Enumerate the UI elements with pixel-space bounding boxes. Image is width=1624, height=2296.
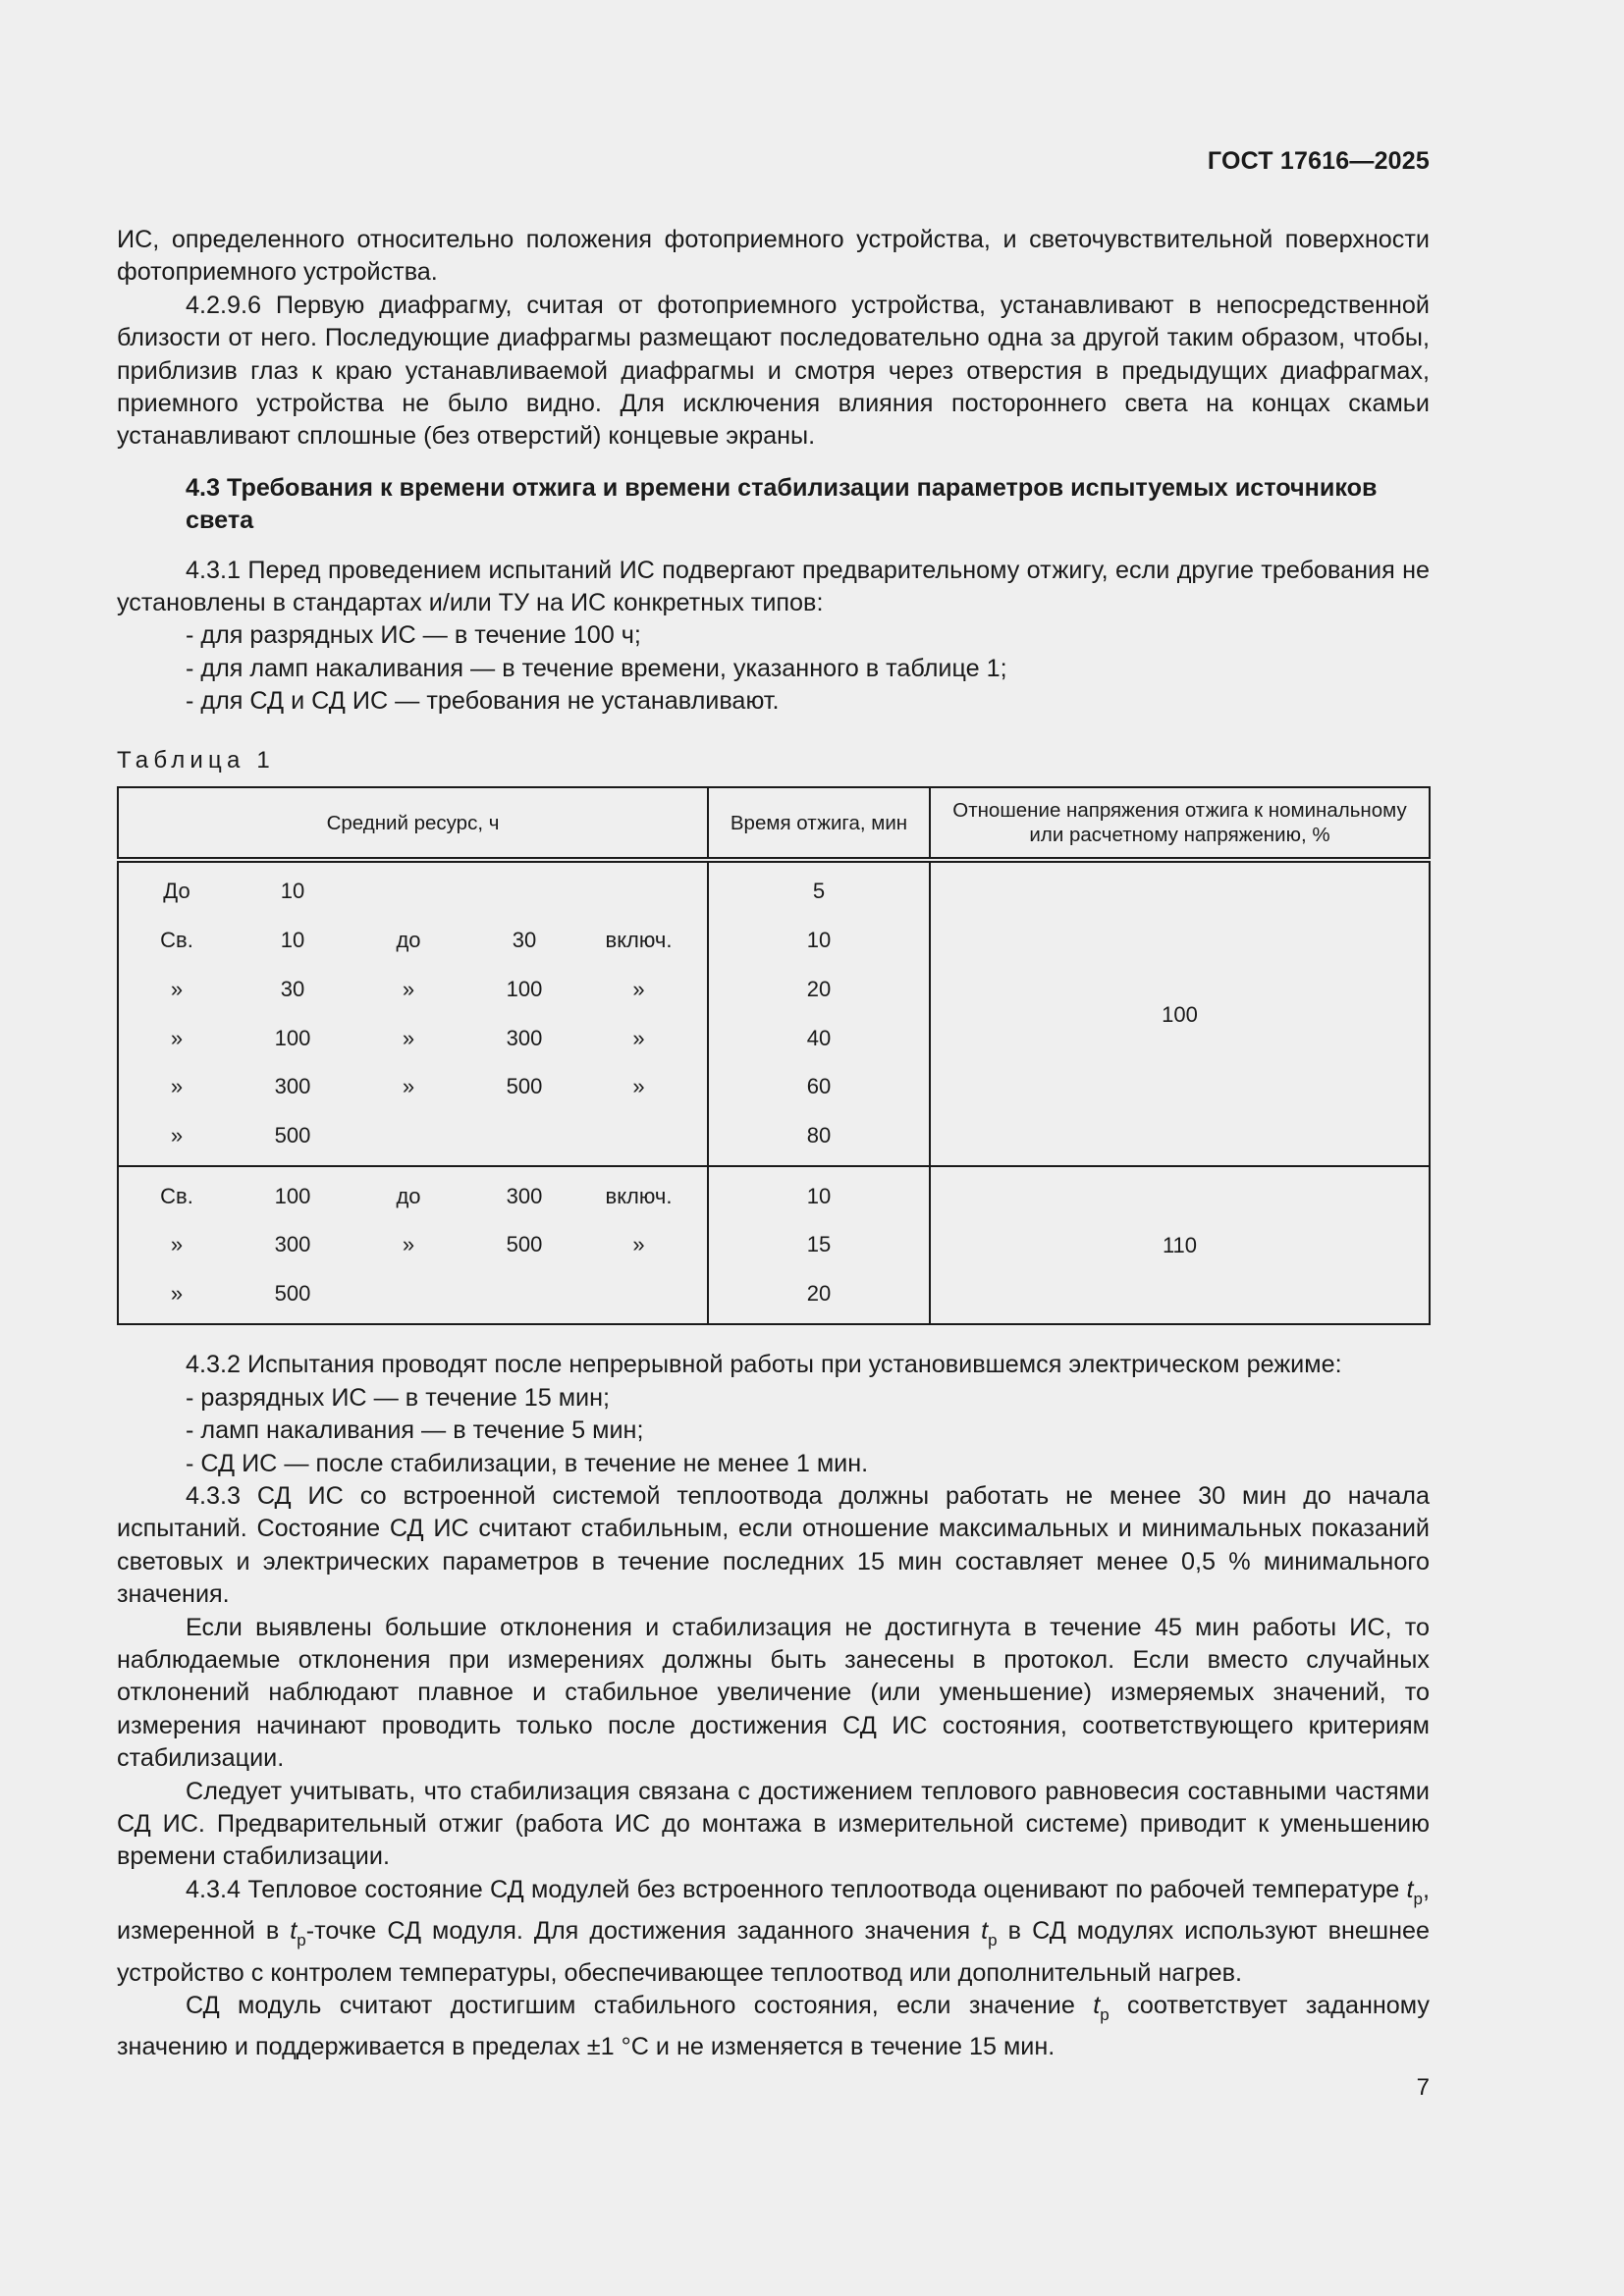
cell-val: 300: [506, 1183, 543, 1208]
paragraph-4-3-4: 4.3.4 Тепловое состояние СД модулей без встроенного теплоотвода оценивают по рабочей температуре $t_р$, измеренной в $t_р$-точке СД модуля. Для достижения заданного значения $t_р$ в СД модулях используют внешнее устройство с контролем температуры, обеспечивающее теплоотвод или дополнительный нагрев.: [117, 1875, 1431, 1987]
document-id: ГОСТ 17616—2025: [1207, 147, 1430, 175]
cell-pre: »: [170, 1232, 184, 1257]
cell-pre: »: [170, 1280, 184, 1306]
paragraph-4-3-1: 4.3.1 Перед проведением испытаний ИС подвергают предварительному отжигу, если другие требования не установлены в стандартах и/или ТУ на ИС конкретных типов:: [117, 556, 1430, 617]
cell-post: »: [632, 976, 645, 1001]
cell-post: »: [632, 1074, 645, 1099]
paragraph: ИС, определенного относительно положения фотоприемного устройства, и светочувствительной поверхности фотоприемного устройства.: [117, 226, 1430, 287]
cell-to: »: [402, 1232, 415, 1257]
table-row: [119, 1220, 707, 1269]
table-row: [119, 867, 707, 916]
cell-val: 500: [506, 1232, 543, 1257]
cell-pre: »: [170, 1025, 184, 1050]
list-item: - для СД и СД ИС — требования не устанавливают.: [186, 687, 780, 716]
cell-pre: Св.: [160, 928, 193, 953]
table-caption: Таблица 1: [117, 746, 275, 774]
cell-post: »: [632, 1025, 645, 1050]
cell-from: 10: [280, 879, 305, 904]
table-row: [119, 1111, 707, 1160]
time-cell: 10: [806, 1183, 832, 1208]
table-row: [119, 916, 707, 965]
cell-to: до: [396, 1183, 421, 1208]
list-item: - ламп накаливания — в течение 5 мин;: [186, 1416, 644, 1445]
table-row: [119, 1269, 707, 1318]
time-cell: 20: [806, 1280, 832, 1306]
paragraph: Следует учитывать, что стабилизация связана с достижением теплового равновесия составными частями СД ИС. Предварительный отжиг (работа ИС до монтажа в измерительной системе) приводит к уменьшению времени стабилизации.: [117, 1777, 1430, 1871]
cell-val: 300: [506, 1025, 543, 1050]
paragraph: СД модуль считают достигшим стабильного состояния, если значение $t_р$ соответствует заданному значению и поддерживается в пределах ±1 °С и не изменяется в течение 15 мин.: [117, 1992, 1430, 2061]
paragraph-4-3-2: 4.3.2 Испытания проводят после непрерывной работы при установившемся электрическом режиме:: [186, 1351, 1342, 1379]
table-row: [119, 1062, 707, 1111]
cell-val: 30: [512, 928, 537, 953]
paragraph: Если выявлены большие отклонения и стабилизация не достигнута в течение 45 мин работы ИС, то наблюдаемые отклонения при измерениях должны быть занесены в протокол. Если вместо случайных отклонений наблюдают плавное и стабильное увеличение (или уменьшение) измеряемых значений, то измерения начинают проводить только после достижения СД ИС состояния, соответствующего критериям стабилизации.: [117, 1613, 1430, 1773]
time-cell: 5: [812, 879, 826, 904]
cell-from: 10: [280, 928, 305, 953]
paragraph-4-3-3: 4.3.3 СД ИС со встроенной системой теплоотвода должны работать не менее 30 мин до начала испытаний. Состояние СД ИС считают стабильным, если отношение максимальных и минимальных показаний световых и электрических параметров в течение последних 15 мин составляет менее 0,5 % минимального значения.: [117, 1481, 1430, 1609]
cell-from: 100: [274, 1183, 311, 1208]
cell-pre: »: [170, 1074, 184, 1099]
cell-post: включ.: [605, 1183, 673, 1208]
ratio-cell: 110: [1162, 1233, 1198, 1258]
time-cell: 15: [806, 1232, 832, 1257]
list-item: - разрядных ИС — в течение 15 мин;: [186, 1383, 611, 1412]
cell-from: 500: [274, 1122, 311, 1148]
header-time: Время отжига, мин: [708, 787, 930, 860]
document-body: [117, 224, 1430, 2064]
cell-from: 300: [274, 1232, 311, 1257]
cell-to: »: [402, 1025, 415, 1050]
table-row: [119, 1013, 707, 1062]
cell-pre: »: [170, 976, 184, 1001]
paragraph-4-2-9-6: 4.2.9.6 Первую диафрагму, считая от фотоприемного устройства, устанавливают в непосредственной близости от него. Последующие диафрагмы размещают последовательно одна за другой таким образом, чтобы, приблизив глаз к краю устанавливаемой диафрагмы и смотря через отверстия в предыдущих диафрагмах, приемного устройства не было видно. Для исключения влияния постороннего света на концах скамьи устанавливают сплошные (без отверстий) концевые экраны.: [117, 291, 1430, 451]
list-item: - для разрядных ИС — в течение 100 ч;: [186, 621, 641, 650]
ratio-cell: 100: [930, 860, 1430, 1166]
time-cell: 10: [806, 928, 832, 953]
cell-from: 500: [274, 1280, 311, 1306]
table-row: [119, 1171, 707, 1220]
cell-to: »: [402, 1074, 415, 1099]
cell-pre: До: [163, 879, 190, 904]
table-row: [119, 964, 707, 1013]
cell-pre: Св.: [160, 1183, 193, 1208]
time-cell: 80: [806, 1122, 832, 1148]
cell-pre: »: [170, 1122, 184, 1148]
time-cell: 60: [806, 1074, 832, 1099]
page-number: 7: [1416, 2074, 1430, 2101]
header-ratio: Отношение напряжения отжига к номинальному или расчетному напряжению, %: [930, 787, 1430, 860]
cell-val: 100: [506, 976, 543, 1001]
cell-from: 100: [274, 1025, 311, 1050]
table-group-1: [118, 860, 1430, 1166]
cell-from: 300: [274, 1074, 311, 1099]
list-item: - СД ИС — после стабилизации, в течение не менее 1 мин.: [186, 1449, 869, 1477]
cell-post: »: [632, 1232, 645, 1257]
section-heading-4-3: 4.3 Требования к времени отжига и времени стабилизации параметров испытуемых источников света: [186, 473, 1378, 535]
header-resource: Средний ресурс, ч: [118, 787, 708, 860]
cell-post: включ.: [605, 928, 673, 953]
cell-to: до: [396, 928, 421, 953]
cell-to: »: [402, 976, 415, 1001]
list-item: - для ламп накаливания — в течение времени, указанного в таблице 1;: [186, 654, 1007, 682]
cell-val: 500: [506, 1074, 543, 1099]
time-cell: 20: [806, 976, 832, 1001]
cell-from: 30: [280, 976, 305, 1001]
table-1: [117, 786, 1431, 1325]
time-cell: 40: [806, 1025, 832, 1050]
table-group-2: [118, 1166, 1430, 1324]
